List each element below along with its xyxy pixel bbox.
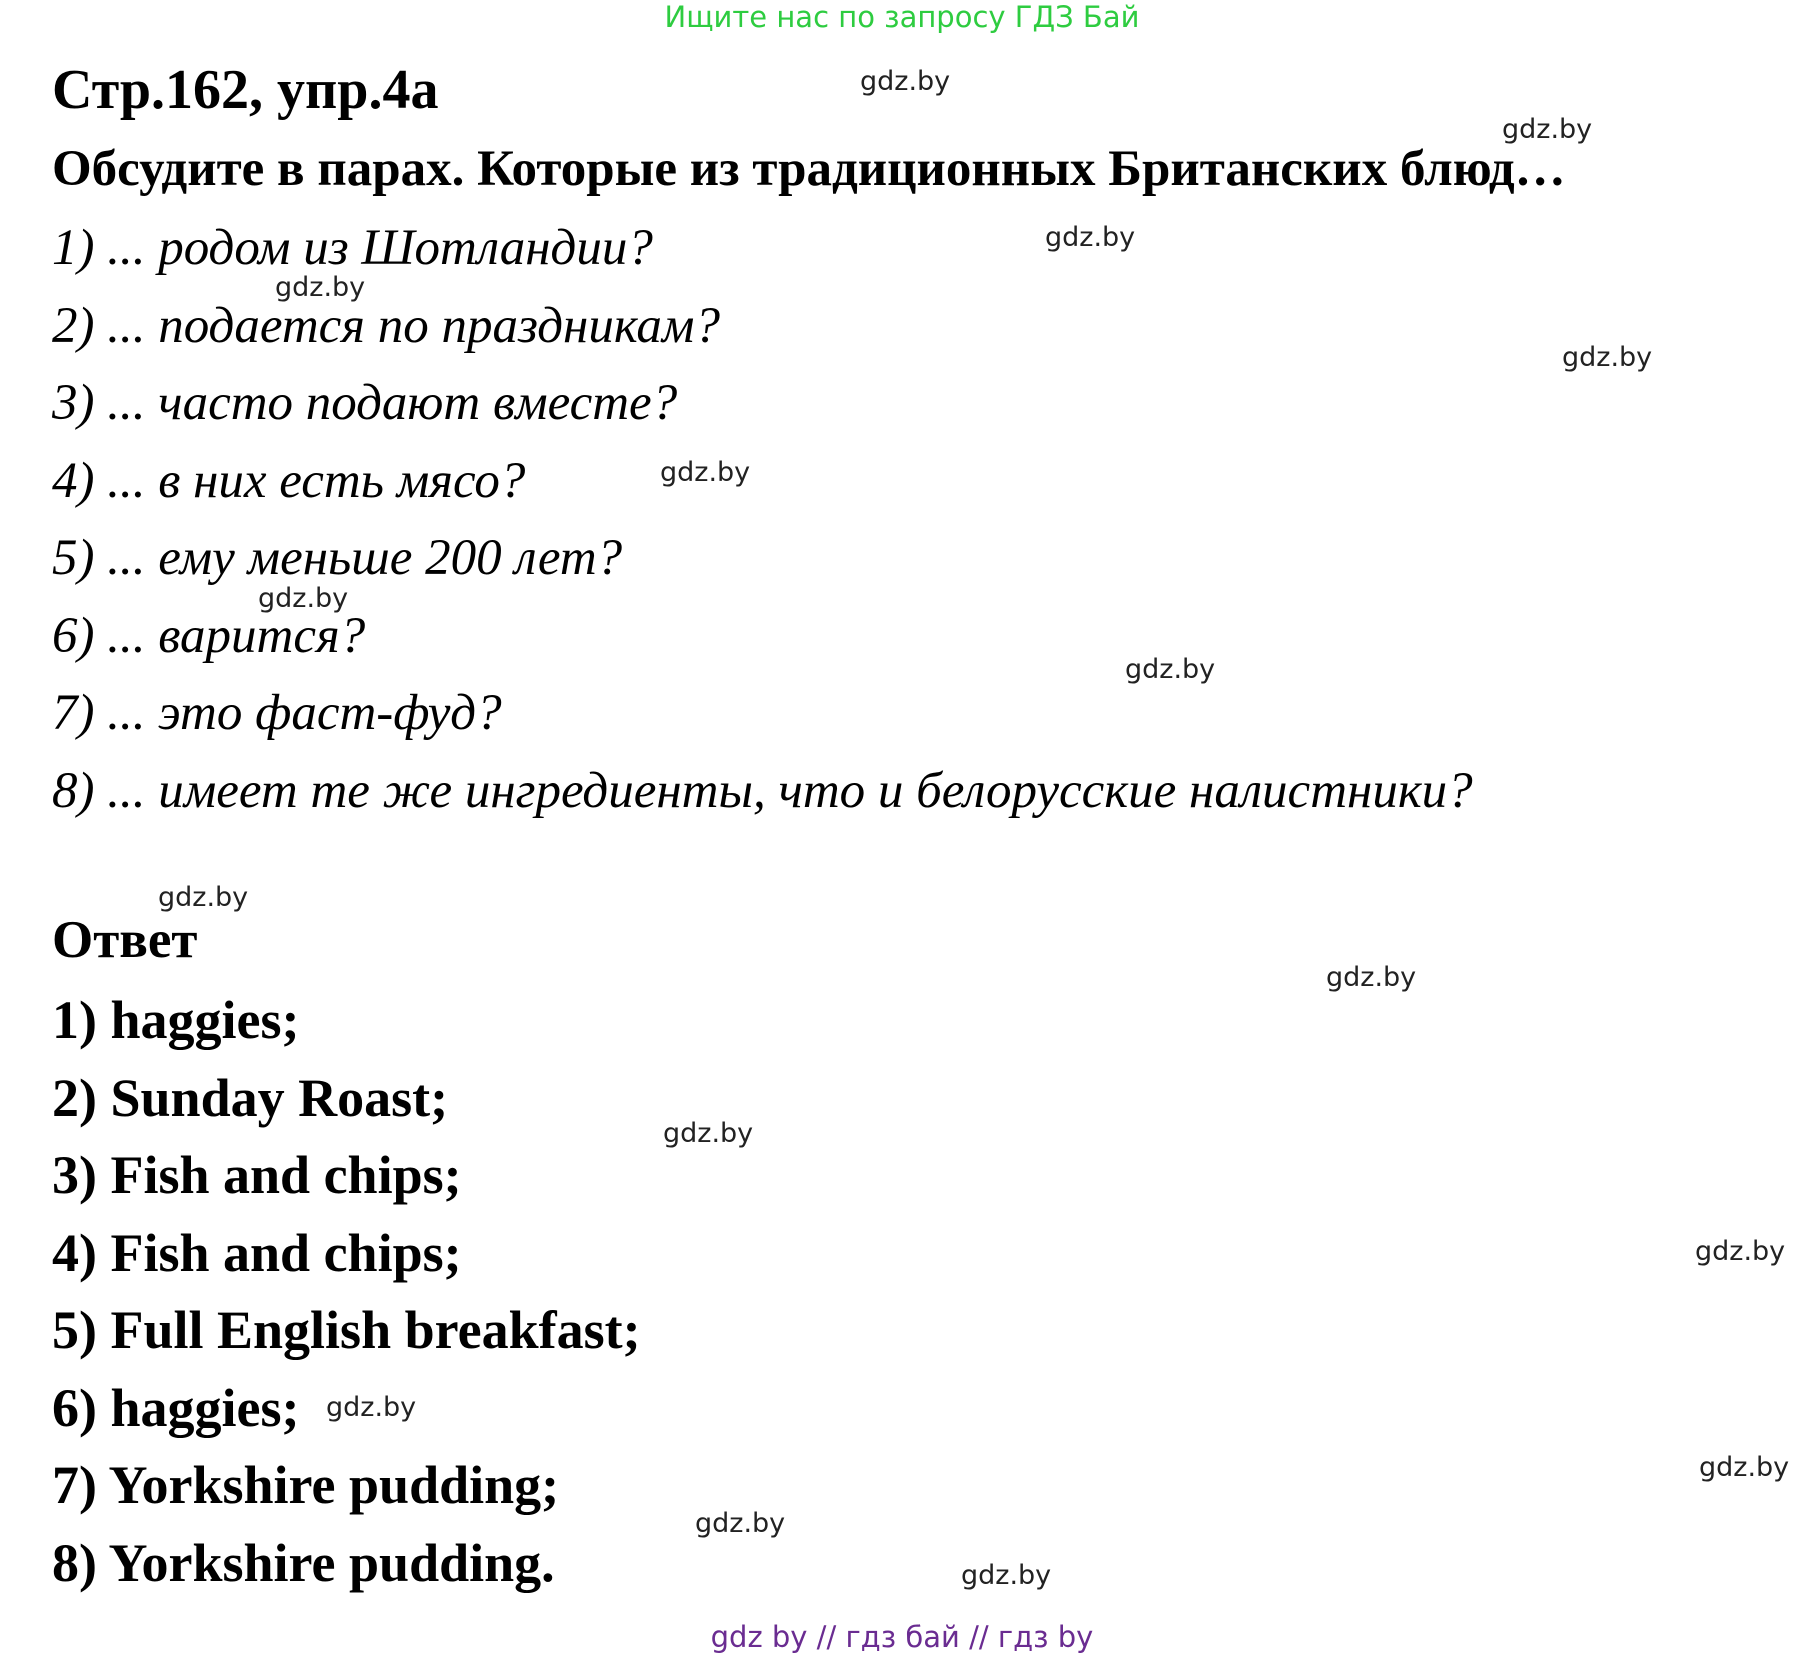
watermark: gdz.by [860,66,951,97]
question-list [52,210,1473,830]
answer-item: 5) Full English breakfast; [52,1300,641,1360]
watermark: gdz.by [1045,222,1136,253]
question-item: 4) ... в них есть мясо? [52,452,526,509]
watermark: gdz.by [326,1392,417,1423]
watermark: gdz.by [1326,962,1417,993]
watermark: gdz.by [961,1560,1052,1591]
question-item: 1) ... родом из Шотландии? [52,220,653,276]
watermark: gdz.by [663,1118,754,1149]
task-heading: Обсудите в парах. Которые из традиционных Британских блюд… [52,141,1566,197]
answer-item: 2) Sunday Roast; [52,1067,449,1128]
question-item: 8) ... имеет те же ингредиенты, что и белорусские налистники? [52,762,1473,819]
question-item: 3) ... часто подают вместе? [52,375,678,431]
question-item: 7) ... это фаст-фуд? [52,685,502,741]
watermark: gdz.by [275,272,366,303]
answer-item: 6) haggies; [52,1377,300,1438]
answer-item: 7) Yorkshire pudding; [52,1455,560,1515]
watermark: gdz.by [660,457,751,488]
answer-list [52,982,641,1602]
watermark: gdz.by [1502,114,1593,145]
watermark: gdz.by [695,1508,786,1539]
answer-item: 8) Yorkshire pudding. [52,1532,555,1593]
answer-item: 4) Fish and chips; [52,1222,462,1283]
top-banner: Ищите нас по запросу ГДЗ Бай [664,0,1140,34]
answer-item: 1) haggies; [52,990,300,1050]
watermark: gdz.by [1695,1236,1786,1267]
question-item: 5) ... ему меньше 200 лет? [52,530,623,586]
answer-heading: Ответ [52,911,198,969]
question-item: 6) ... варится? [52,607,366,664]
page-title: Стр.162, упр.4а [52,59,439,121]
watermark: gdz.by [1125,654,1216,685]
footer-links: gdz by // гдз бай // гдз by [710,1620,1094,1654]
watermark: gdz.by [1562,342,1653,373]
watermark: gdz.by [1699,1452,1790,1483]
question-item: 2) ... подается по праздникам? [52,297,720,354]
watermark: gdz.by [158,882,249,913]
watermark: gdz.by [258,583,349,614]
answer-item: 3) Fish and chips; [52,1145,462,1205]
